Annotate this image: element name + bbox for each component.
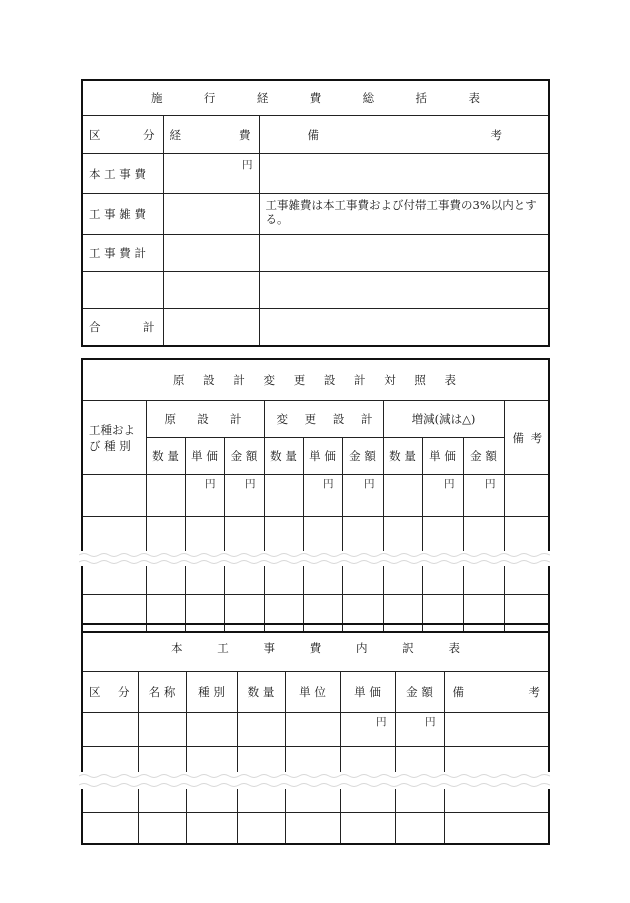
page-break-wave <box>79 551 550 566</box>
header-category: 区 分 <box>82 672 138 713</box>
header-difference: 増減(減は△) <box>383 401 504 438</box>
header-remarks: 備 考 <box>259 116 549 154</box>
row-note <box>259 235 549 272</box>
table-row <box>82 813 549 845</box>
header-category: 区 分 <box>82 116 163 154</box>
yen-unit: 円 <box>224 475 264 517</box>
header-unit: 単 位 <box>285 672 340 713</box>
sub-price: 単 価 <box>185 438 224 475</box>
yen-unit: 円 <box>422 475 463 517</box>
table-row <box>82 517 549 556</box>
table-row <box>82 272 549 309</box>
row-label: 工 事 雑 費 <box>82 194 163 235</box>
header-work-type: 工種およ び 種 別 <box>82 401 146 475</box>
row-label: 本 工 事 費 <box>82 154 163 194</box>
total-label: 合 計 <box>82 309 163 347</box>
header-remarks: 備 考 <box>444 672 549 713</box>
row-value <box>163 235 259 272</box>
page-break-wave <box>79 772 550 789</box>
yen-unit: 円 <box>342 475 383 517</box>
sub-qty: 数 量 <box>264 438 303 475</box>
design-comparison-title: 原 設 計 変 更 設 計 対 照 表 <box>82 359 549 401</box>
cost-summary-table <box>81 79 550 347</box>
sub-price: 単 価 <box>422 438 463 475</box>
total-value <box>163 309 259 347</box>
row-note <box>259 154 549 194</box>
row-label <box>82 272 163 309</box>
sub-price: 単 価 <box>303 438 342 475</box>
total-row <box>82 309 549 347</box>
header-price: 単 価 <box>340 672 395 713</box>
row-note <box>259 272 549 309</box>
header-type: 種 別 <box>186 672 237 713</box>
sub-amount: 金 額 <box>224 438 264 475</box>
sub-qty: 数 量 <box>383 438 422 475</box>
row-value <box>163 272 259 309</box>
header-cost: 経 費 <box>163 116 259 154</box>
sub-amount: 金 額 <box>463 438 504 475</box>
table-row <box>82 475 549 517</box>
yen-unit: 円 <box>185 475 224 517</box>
row-note: 工事雑費は本工事費および付帯工事費の3%以内とする。 <box>259 194 549 235</box>
sub-amount: 金 額 <box>342 438 383 475</box>
total-note <box>259 309 549 347</box>
header-remarks: 備 考 <box>504 401 549 475</box>
header-original-design: 原 設 計 <box>146 401 264 438</box>
header-name: 名 称 <box>138 672 186 713</box>
sub-qty: 数 量 <box>146 438 185 475</box>
yen-unit: 円 <box>463 475 504 517</box>
yen-unit: 円 <box>395 713 444 747</box>
row-value <box>163 194 259 235</box>
row-label: 工 事 費 計 <box>82 235 163 272</box>
table-row <box>82 194 549 235</box>
header-modified-design: 変 更 設 計 <box>264 401 383 438</box>
yen-unit: 円 <box>340 713 395 747</box>
table-row <box>82 154 549 194</box>
yen-unit: 円 <box>303 475 342 517</box>
header-qty: 数 量 <box>237 672 285 713</box>
yen-unit: 円 <box>163 154 259 194</box>
table-row <box>82 713 549 747</box>
header-amount: 金 額 <box>395 672 444 713</box>
cost-summary-title: 施 行 経 費 総 括 表 <box>82 80 549 116</box>
design-comparison-table <box>81 358 550 633</box>
table-row <box>82 235 549 272</box>
main-work-breakdown-title: 本 工 事 費 内 訳 表 <box>82 624 549 672</box>
main-work-breakdown-table <box>81 623 550 845</box>
